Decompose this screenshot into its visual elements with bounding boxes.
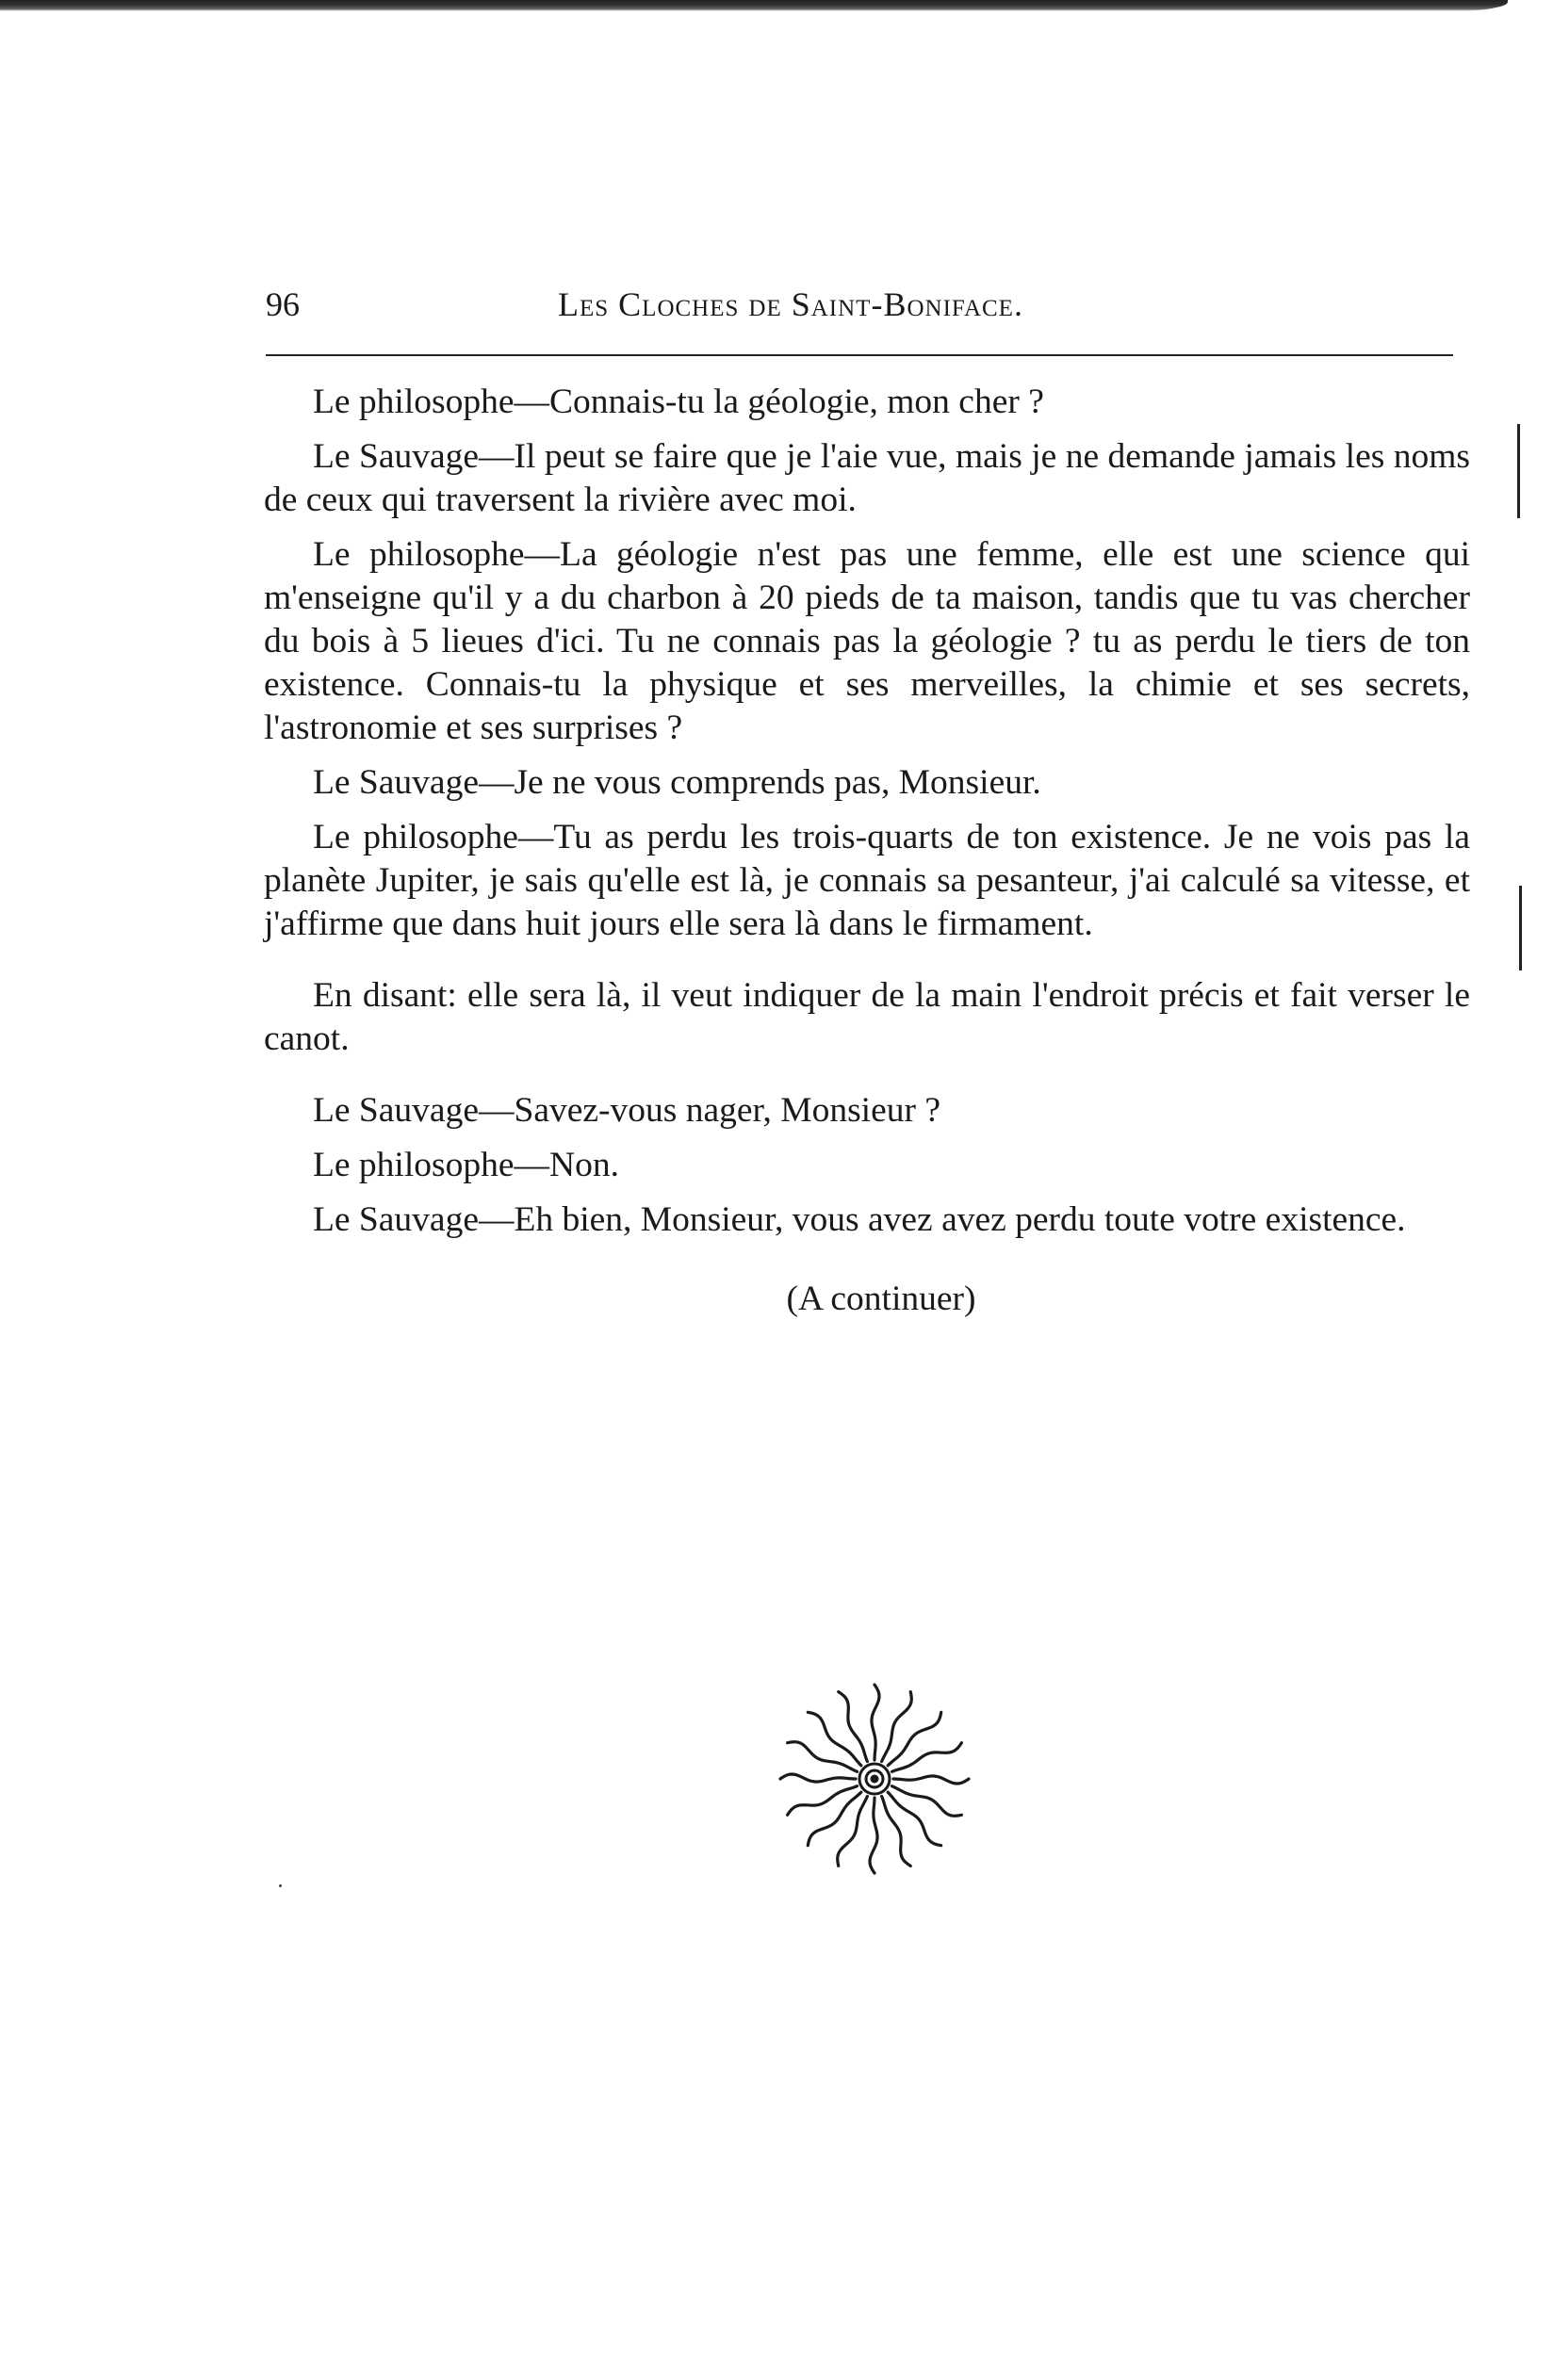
paragraph: Le Sauvage—Je ne vous comprends pas, Monsieur. [313,763,1041,802]
paragraph: Le Sauvage—Savez-vous nager, Monsieur ? [313,1091,940,1130]
paragraph: En disant: elle sera là, il veut indiquer de la main l'endroit précis et fait verser le canot. [264,976,1470,1058]
ornament-center [871,1775,878,1783]
ornament-ray [780,1774,856,1782]
ornament-ray [893,1776,969,1784]
paragraph: Le philosophe—Tu as perdu les trois-quarts de ton existence. Je ne vois pas la planète Jupiter, je sais qu'elle est là, je connais sa pesanteur, j'ai calculé sa vitesse, et j'affirme que dans huit jours elle sera là dans le firmament. [264,818,1470,943]
ornament-ray [882,1796,911,1866]
paragraph: Le Sauvage—Il peut se faire que je l'aie vue, mais je ne demande jamais les noms de ceux qui traversent la rivière avec moi. [264,437,1470,519]
paragraph: Le philosophe—Non. [313,1146,619,1184]
page-number: 96 [266,285,300,323]
ornament-ray [838,1796,868,1866]
ornament-ray [891,1743,961,1772]
body-text [264,381,1470,1321]
sun-ornament-icon [771,1675,978,1883]
running-head [266,285,1453,332]
ornament-ray [839,1692,868,1762]
ornament-ray [891,1786,961,1817]
paragraph: Le philosophe—La géologie n'est pas une femme, elle est une science qui m'enseigne qu'il y a du charbon à 20 pieds de ta maison, tandis que tu vas chercher du bois à 5 lieues d'ici. Tu ne connais pas la géologie ? tu as perdu le tiers de ton existence. Connais-tu la physique et ses merveilles, la chimie et ses secrets, l'astronomie et ses surprises ? [264,535,1470,747]
header-rule [266,354,1453,356]
ornament-ray [870,1798,877,1873]
ornament-ray [882,1692,912,1762]
page-top-edge [0,0,1508,11]
margin-mark [1519,886,1522,970]
running-title: Les Cloches de Saint-Boniface. [558,285,1023,323]
paragraph: Le Sauvage—Eh bien, Monsieur, vous avez avez perdu toute votre existence. [313,1200,1406,1239]
margin-mark [1517,424,1520,518]
ornament-ray [788,1786,858,1816]
paragraph: Le philosophe—Connais-tu la géologie, mon cher ? [313,383,1044,421]
ornament-ray [872,1685,879,1760]
ornament-ray [788,1742,858,1772]
print-speck [279,1884,282,1887]
continuation-note: (A continuer) [786,1280,976,1318]
